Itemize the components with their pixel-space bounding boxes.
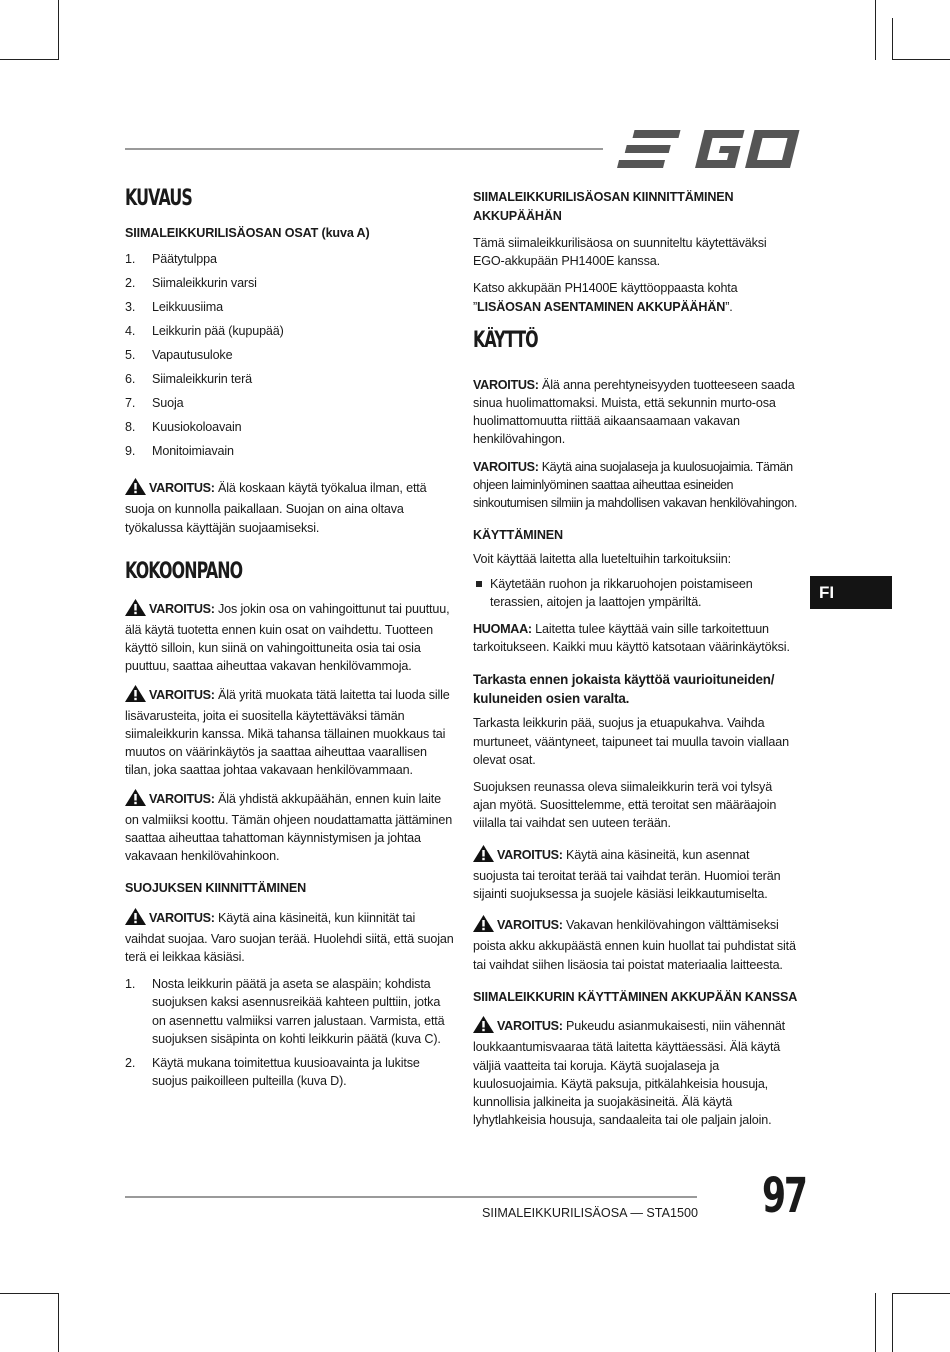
warning-text: Älä anna perehtyneisyyden tuotteeseen saada sinua huolimattomaksi. Muista, että sekunnin murto-osa huolimattomuutta riittää aikaansaamaan vakavan henkilövahingon.	[473, 377, 795, 447]
right-column	[473, 188, 798, 1138]
attach-ref-end: ”.	[725, 299, 733, 314]
warning-guard	[125, 478, 455, 537]
list-number: 4.	[125, 324, 136, 339]
part-name: Vapautusuloke	[152, 348, 233, 363]
part-name: Monitoimiavain	[152, 444, 234, 459]
warning-triangle-icon	[125, 789, 146, 811]
list-item	[125, 418, 455, 442]
list-item	[125, 370, 455, 394]
list-item	[125, 274, 455, 298]
warning-text: Jos jokin osa on vahingoittunut tai puuttuu, älä käytä tuotetta ennen kuin osat on vaihdettu. Tuotteen käyttö silloin, kun siinä on vahingoittuneita osia tai osia puuttuu, saattaa aiheuttaa vakavan henkilövammoja.	[125, 601, 450, 674]
crop-mark	[892, 18, 893, 60]
crop-mark	[58, 1293, 59, 1352]
list-number: 3.	[125, 300, 136, 315]
section-title-kokoonpano: KOKOONPANO	[125, 558, 243, 584]
warning-triangle-icon	[125, 599, 146, 621]
warning-label: VAROITUS:	[497, 847, 563, 862]
crop-mark	[892, 59, 950, 60]
use-heading: SIIMALEIKKURIN KÄYTTÄMINEN AKKUPÄÄN KANSSA	[473, 989, 798, 1004]
warning-label: VAROITUS:	[149, 791, 215, 806]
list-number: 2.	[125, 276, 136, 291]
list-number: 6.	[125, 372, 136, 387]
warning-triangle-icon	[473, 915, 494, 937]
list-number: 2.	[125, 1056, 136, 1071]
page-number: 97	[762, 1168, 806, 1224]
crop-mark	[875, 0, 876, 60]
section-title-kuvaus: KUVAUS	[125, 186, 192, 211]
list-item	[125, 394, 455, 418]
warning-clothing	[473, 1016, 798, 1129]
warning-text: Käytä aina käsineitä, kun asennat suojusta tai teroitat terää tai vaihdat terän. Huomioi terän sijainti suojuksessa ja suojele käsiäsi leikkautumiselta.	[473, 847, 781, 902]
language-tab: FI	[810, 576, 892, 609]
part-name: Suoja	[152, 396, 184, 411]
ego-logo	[617, 128, 800, 170]
list-number: 9.	[125, 444, 136, 459]
warning-label: VAROITUS:	[473, 377, 539, 392]
part-name: Leikkuusiima	[152, 300, 223, 315]
warning-label: VAROITUS:	[497, 1019, 563, 1034]
attach-ref-text: Katso akkupään PH1400E käyttöoppaasta kohta ”	[473, 281, 738, 314]
crop-mark	[58, 0, 59, 60]
kokoonpano-warnings	[125, 599, 455, 866]
list-item	[125, 322, 455, 346]
attach-ref-bold: LISÄOSAN ASENTAMINEN AKKUPÄÄHÄN	[477, 299, 726, 314]
crop-mark	[0, 59, 58, 60]
warning-text: Älä koskaan käytä työkalua ilman, että suoja on kunnolla paikallaan. Suojan on aina oltava työkalussa käyttäjän suojaamiseksi.	[125, 481, 427, 535]
guard-warning	[125, 908, 455, 967]
warning-eye-protection	[473, 458, 798, 513]
parts-list	[125, 250, 455, 466]
note-label: HUOMAA:	[473, 622, 532, 637]
part-name: Kuusiokoloavain	[152, 420, 242, 435]
footer-rule	[125, 1196, 697, 1198]
ego-logo-graphic	[617, 128, 800, 170]
usage-bullet-text: Käytetään ruohon ja rikkaruohojen poistamiseen terassien, aitojen ja laattojen ympäriltä.	[490, 576, 753, 609]
warning-text: Käytä aina suojalaseja ja kuulosuojaimia. Tämän ohjeen laiminlyöminen saattaa aiheuttaa esineiden sinkoutumisen silmiin ja mahdollisen vakavan henkilövahingon.	[473, 459, 797, 511]
attach-paragraph: Tämä siimaleikkurilisäosa on suunniteltu käytettäväksi EGO-akkupään PH1400E kanssa.	[473, 236, 767, 269]
warning-label: VAROITUS:	[149, 687, 215, 702]
warning-label: VAROITUS:	[149, 910, 215, 925]
list-item	[125, 346, 455, 370]
header-rule	[125, 148, 603, 150]
usage-list	[473, 575, 798, 611]
crop-mark	[875, 1293, 876, 1352]
warning-label: VAROITUS:	[149, 481, 215, 496]
assembly-warning	[125, 685, 455, 780]
note	[473, 620, 798, 656]
footer-text: SIIMALEIKKURILISÄOSA — STA1500	[481, 1206, 698, 1220]
warning-text: Vakavan henkilövahingon välttämiseksi poista akku akkupäästä ennen kuin huollat tai puhdistat sitä tai vaihdat siihen lisäosia tai poistat materiaalia laitteesta.	[473, 918, 796, 972]
step-text: Nosta leikkurin päätä ja aseta se alaspäin; kohdista suojuksen kaksi asennusreikää kahteen pulttiin, jotka on asennettu valmiiksi varren jalustaan. Varmista, että suojuksen sisäpinta on kohti leikkurin päätä (kuva C).	[152, 977, 445, 1046]
warning-text: Älä yritä muokata tätä laitetta tai luoda sille lisävarusteita, joita ei suositella käytettäväksi tämän siimaleikkurin kanssa. Mikä tahansa tällainen muokkaus tai muutos on väärinkäytös ja saattaa aiheuttaa vaarallisen tilan, joka saattaa johtaa vakavaan henkilövammaan.	[125, 687, 450, 778]
assembly-warning	[125, 789, 455, 866]
list-number: 8.	[125, 420, 136, 435]
crop-mark	[892, 1293, 893, 1352]
step-text: Käytä mukana toimitettua kuusioavainta ja lukitse suojus paikoilleen pulteilla (kuva D).	[152, 1056, 420, 1089]
warning-battery	[473, 915, 798, 974]
list-item	[125, 250, 455, 274]
crop-mark	[0, 1293, 58, 1294]
part-name: Siimaleikkurin terä	[152, 372, 253, 387]
list-item	[125, 442, 455, 466]
note-text: Laitetta tulee käyttää vain sille tarkoitettuun tarkoitukseen. Kaikki muu käyttö katsotaan väärinkäytöksi.	[473, 622, 790, 655]
warning-label: VAROITUS:	[497, 918, 563, 933]
usage-intro: Voit käyttää laitetta alla lueteltuihin tarkoituksiin:	[473, 552, 731, 567]
list-number: 1.	[125, 977, 136, 992]
warning-text: Käytä aina käsineitä, kun kiinnität tai vaihdat suojaa. Varo suojan terää. Huolehdi siitä, että suojan terä ei leikkaa käsiäsi.	[125, 910, 454, 965]
list-item	[125, 1054, 455, 1090]
part-name: Leikkurin pää (kupupää)	[152, 324, 284, 339]
guard-steps-list	[125, 975, 455, 1090]
left-column	[125, 186, 455, 1098]
crop-mark	[892, 1293, 950, 1294]
section-title-kaytto: KÄYTTÖ	[473, 327, 538, 353]
inspect-paragraph: Tarkasta leikkurin pää, suojus ja etuapukahva. Vaihda murtuneet, vääntyneet, taipuneet tai muulla tavoin viallaan olevat osat.	[473, 716, 789, 767]
part-name: Siimaleikkurin varsi	[152, 276, 257, 291]
warning-label: VAROITUS:	[149, 601, 215, 616]
attach-heading: SIIMALEIKKURILISÄOSAN KIINNITTÄMINEN AKKUPÄÄHÄN	[473, 190, 734, 223]
parts-heading: SIIMALEIKKURILISÄOSAN OSAT (kuva A)	[125, 226, 370, 240]
warning-text: Älä yhdistä akkupäähän, ennen kuin laite on valmiiksi koottu. Tämän ohjeen noudattamatta jättäminen saattaa aiheuttaa tahattoman käynnistymisen ja johtaa vakavaan henkilövahinkoon.	[125, 791, 453, 864]
usage-heading: KÄYTTÄMINEN	[473, 528, 563, 543]
assembly-warning	[125, 599, 455, 676]
warning-label: VAROITUS:	[473, 459, 539, 474]
list-number: 1.	[125, 252, 136, 267]
attach-reference	[473, 279, 798, 315]
warning-triangle-icon	[473, 1016, 494, 1038]
part-name: Päätytulppa	[152, 252, 217, 267]
warning-triangle-icon	[473, 845, 494, 867]
list-number: 7.	[125, 396, 136, 411]
warning-familiarity	[473, 376, 798, 449]
warning-triangle-icon	[125, 478, 146, 500]
list-number: 5.	[125, 348, 136, 363]
warning-blade	[473, 845, 798, 904]
warning-triangle-icon	[125, 908, 146, 930]
inspect-heading: Tarkasta ennen jokaista käyttöä vaurioituneiden/ kuluneiden osien varalta.	[473, 672, 775, 707]
list-item	[473, 575, 798, 611]
guard-heading: SUOJUKSEN KIINNITTÄMINEN	[125, 881, 307, 896]
warning-triangle-icon	[125, 685, 146, 707]
list-item	[125, 298, 455, 322]
warning-text: Pukeudu asianmukaisesti, niin vähennät loukkaantumisvaaraa tätä laitetta käyttäessäsi. Älä käytä väljiä vaatteita tai koruja. Käytä suojalaseja ja kuulosuojaimia. Käytä paksuja, pitkälahkeisia housuja, kunnollisia jalkineita ja suojakäsineitä. Älä käytä lyhytlahkeisia housuja, sandaaleita tai ole paljain jaloin.	[473, 1019, 786, 1128]
blade-paragraph: Suojuksen reunassa oleva siimaleikkurin terä voi tylsyä ajan myötä. Suosittelemme, että teroitat sen määräajoin viilalla tai vaihdat sen uuteen terään.	[473, 780, 777, 831]
list-item	[125, 975, 455, 1048]
bullet-square-icon	[476, 581, 482, 587]
